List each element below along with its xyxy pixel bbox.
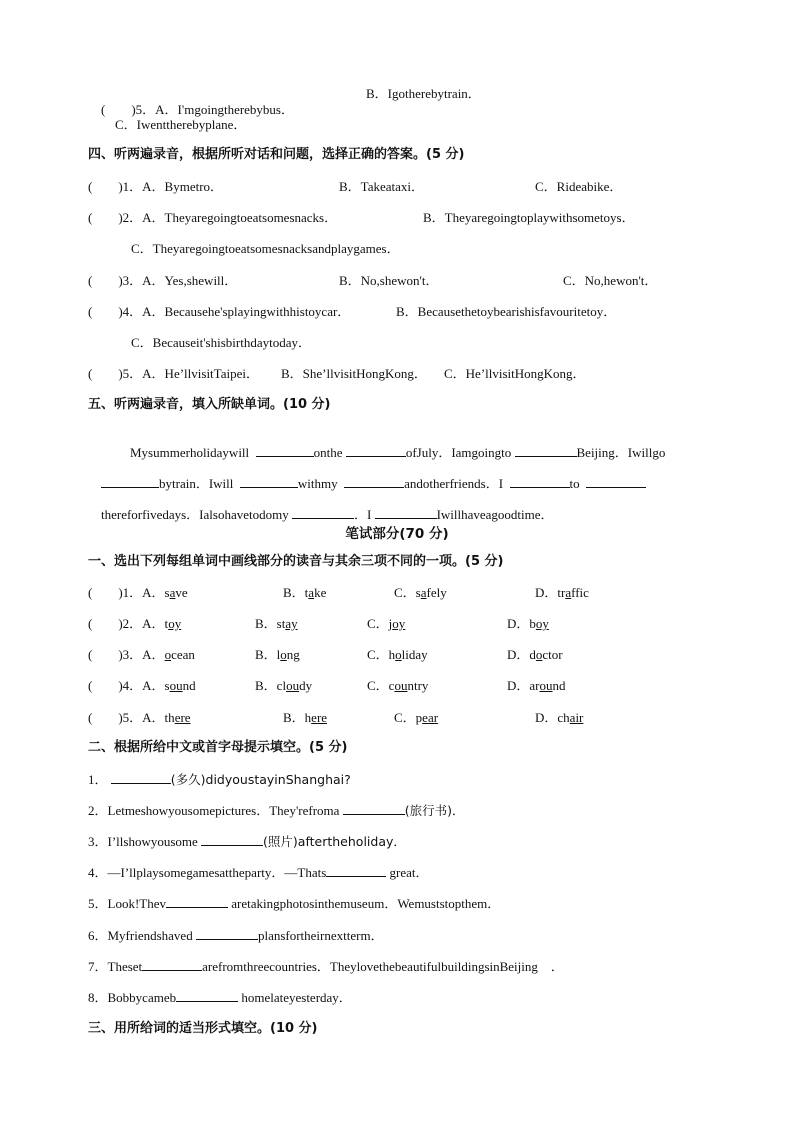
text: 2．Letmeshowyousomepictures．They'refroma <box>88 803 340 818</box>
text: to <box>569 476 580 491</box>
option-a <box>142 647 195 662</box>
text: ． <box>550 959 564 974</box>
text: B．h <box>283 710 312 725</box>
option-c <box>394 585 447 601</box>
phonics-row-4 <box>88 678 196 694</box>
question-row <box>88 210 337 226</box>
text: A．s <box>142 585 170 600</box>
underlined-part: ay <box>285 616 298 631</box>
question-number: ( )4． <box>88 678 143 693</box>
blank[interactable] <box>176 990 238 1002</box>
text: 5．Look!Thev <box>88 896 166 911</box>
text: ．I <box>353 507 372 522</box>
text: (照片)aftertheholiday． <box>263 834 406 849</box>
underlined-part: a <box>308 585 315 600</box>
option-a: A．Yes,shewill． <box>142 273 238 288</box>
underlined-part: o <box>164 647 172 662</box>
text: 6．Myfriendshaved <box>88 928 193 943</box>
option-a: A．Theyaregoingtoeatsomesnacks． <box>142 210 338 225</box>
underlined-part: oy <box>168 616 182 631</box>
text: andotherfriends．I <box>404 476 504 491</box>
text: 7．Theset <box>88 959 143 974</box>
blank[interactable] <box>343 803 405 815</box>
option-b: B．Takeataxi． <box>339 179 425 194</box>
option-c: C．No,hewon't． <box>563 273 658 288</box>
question-row <box>88 179 223 195</box>
question-row <box>88 273 237 289</box>
phonics-row-5 <box>88 710 191 726</box>
option-a <box>142 616 181 631</box>
option-b: B．No,shewon't． <box>339 273 439 288</box>
text: nd <box>552 678 566 693</box>
underlined-part: a <box>565 585 572 600</box>
text: liday <box>401 647 428 662</box>
written-2-title: 二、根据所给中文或首字母提示填空。(5 分) <box>88 740 348 755</box>
blank[interactable] <box>111 772 171 784</box>
blank[interactable] <box>346 445 406 457</box>
written-3-title: 三、用所给词的适当形式填空。(10 分) <box>88 1021 318 1036</box>
option-d <box>507 678 566 694</box>
option-c: C．Rideabike． <box>535 179 623 194</box>
text: Mysummerholidaywill <box>130 445 250 460</box>
text: withmy <box>297 476 338 491</box>
text: aretakingphotosinthemuseum．Wemuststopthem． <box>231 896 501 911</box>
text: ke <box>314 585 327 600</box>
option-b <box>283 585 326 601</box>
text: ffic <box>571 585 589 600</box>
text: ntry <box>407 678 429 693</box>
fill-question-3 <box>88 834 406 850</box>
option-b: B．Theyaregoingtoplaywithsometoys． <box>423 210 635 225</box>
question-number: ( )3． <box>88 647 143 662</box>
text: onthe <box>313 445 343 460</box>
option-c <box>367 647 428 663</box>
text: A．th <box>142 710 175 725</box>
text: 3．I’llshowyousome <box>88 834 198 849</box>
question-number: ( )2． <box>88 210 143 225</box>
option-b <box>283 710 327 726</box>
option-c <box>394 710 438 726</box>
blank[interactable] <box>196 928 258 940</box>
written-part-title: 笔试部分(70 分) <box>345 526 449 542</box>
section-4-title: 四、听两遍录音，根据所听对话和问题，选择正确的答案。(5 分) <box>88 147 465 162</box>
option-c: C．Iwenttherebyplane． <box>115 117 247 132</box>
text: 8．Bobbycameb <box>88 990 177 1005</box>
text: ve <box>175 585 188 600</box>
option-d <box>535 585 589 601</box>
text: arefromthreecountries．TheylovethebeautifulbuildingsinBeijing <box>202 959 538 974</box>
text: nd <box>182 678 196 693</box>
text: A． <box>142 647 165 662</box>
underlined-part: ear <box>422 710 439 725</box>
blank[interactable] <box>326 865 386 877</box>
question-row <box>88 304 350 320</box>
option-d <box>507 616 549 632</box>
fill-question-8 <box>88 990 352 1006</box>
underlined-part: ere <box>174 710 191 725</box>
text: D．ar <box>507 678 540 693</box>
option-b: B．Igotherebytrain． <box>366 86 481 101</box>
text: B．cl <box>255 678 287 693</box>
blank[interactable] <box>240 476 298 488</box>
underlined-part: ou <box>394 678 408 693</box>
text: D．ch <box>535 710 570 725</box>
text: C．s <box>394 585 421 600</box>
fill-question-5 <box>88 896 500 912</box>
text: bytrain．Iwill <box>159 476 234 491</box>
question-number: ( )5． <box>88 710 143 725</box>
text: 1． <box>88 772 108 787</box>
option-c: C．Becauseit'shisbirthdaytoday． <box>131 335 311 350</box>
blank[interactable] <box>515 445 577 457</box>
text: B．t <box>283 585 309 600</box>
option-a: A．I'mgoingtherebybus． <box>155 102 294 117</box>
underlined-part: ou <box>286 678 300 693</box>
blank[interactable] <box>101 476 159 488</box>
underlined-part: o <box>395 647 402 662</box>
text: ctor <box>542 647 563 662</box>
blank[interactable] <box>375 507 437 519</box>
blank[interactable] <box>142 959 202 971</box>
text: Iwillhaveagoodtime． <box>436 507 554 522</box>
text: great． <box>389 865 429 880</box>
underlined-part: o <box>535 647 543 662</box>
option-d <box>507 647 563 663</box>
phonics-row-3 <box>88 647 195 663</box>
text: Beijing．Iwillgo <box>576 445 666 460</box>
underlined-part: oy <box>535 616 549 631</box>
text: fely <box>426 585 447 600</box>
blank[interactable] <box>344 476 404 488</box>
text: C．h <box>367 647 396 662</box>
text: C．c <box>367 678 395 693</box>
question-number: ( )3． <box>88 273 143 288</box>
option-a: A．He’llvisitTaipei． <box>142 366 259 381</box>
underlined-part: a <box>420 585 427 600</box>
underlined-part: o <box>280 647 287 662</box>
text: D．b <box>507 616 536 631</box>
phonics-row-2 <box>88 616 181 632</box>
blank[interactable] <box>166 896 228 908</box>
underlined-part: ou <box>539 678 553 693</box>
underlined-part: a <box>169 585 176 600</box>
text: A．s <box>142 678 170 693</box>
option-c <box>367 616 405 632</box>
underlined-part: ere <box>311 710 328 725</box>
text: D．d <box>507 647 536 662</box>
option-c <box>367 678 428 694</box>
option-a <box>142 585 188 600</box>
written-1-title: 一、选出下列每组单词中画线部分的读音与其余三项不同的一项。(5 分) <box>88 554 504 569</box>
option-b <box>255 647 300 663</box>
fill-question-7 <box>88 959 564 975</box>
blank[interactable] <box>201 834 263 846</box>
text: D．tr <box>535 585 566 600</box>
option-c: C．He’llvisitHongKong． <box>444 366 586 381</box>
text: plansfortheirnextterm． <box>257 928 384 943</box>
question-number: ( )4． <box>88 304 143 319</box>
text: B．l <box>255 647 281 662</box>
text: (旅行书)． <box>404 803 465 818</box>
underlined-part: oy <box>392 616 406 631</box>
text: 4．—I’llplaysomegamesattheparty．—Thats <box>88 865 327 880</box>
text: A．t <box>142 616 169 631</box>
question-number: ( )2． <box>88 616 143 631</box>
fill-question-2 <box>88 803 464 819</box>
option-b <box>255 616 298 632</box>
text: cean <box>171 647 195 662</box>
text: (多久)didyoustayinShanghai? <box>170 772 351 787</box>
text: homelateyesterday． <box>241 990 352 1005</box>
option-b <box>255 678 312 694</box>
text: ofJuly．Iamgoingto <box>405 445 512 460</box>
underlined-part: ou <box>169 678 183 693</box>
option-b: B．She’llvisitHongKong． <box>281 366 427 381</box>
text: C．p <box>394 710 423 725</box>
text: dy <box>299 678 313 693</box>
option-b: B．Becausethetoybearishisfavouritetoy． <box>396 304 617 319</box>
question-row <box>88 366 259 382</box>
option-a: A．Becausehe'splayingwithhistoycar． <box>142 304 351 319</box>
blank[interactable] <box>256 445 314 457</box>
fill-question-4 <box>88 865 429 881</box>
option-d <box>535 710 583 726</box>
text: ng <box>286 647 300 662</box>
question-number: ( )1． <box>88 585 143 600</box>
text: B．st <box>255 616 286 631</box>
fill-question-6 <box>88 928 384 944</box>
option-a: A．Bymetro． <box>142 179 224 194</box>
blank[interactable] <box>292 507 354 519</box>
section-5-title: 五、听两遍录音，填入所缺单词。(10 分) <box>88 397 331 412</box>
blank[interactable] <box>586 476 646 488</box>
option-c: C．Theyaregoingtoeatsomesnacksandplaygames． <box>131 241 400 256</box>
option-a <box>142 710 190 725</box>
question-number: ( )1． <box>88 179 143 194</box>
phonics-row-1 <box>88 585 188 601</box>
text: C．j <box>367 616 393 631</box>
question-number: ( )5． <box>88 366 143 381</box>
underlined-part: air <box>569 710 584 725</box>
option-a <box>142 678 195 693</box>
text: thereforfivedays．Ialsohavetodomy <box>101 507 289 522</box>
fill-question-1 <box>88 772 351 788</box>
question-number: ( )5． <box>101 102 156 117</box>
blank[interactable] <box>510 476 570 488</box>
